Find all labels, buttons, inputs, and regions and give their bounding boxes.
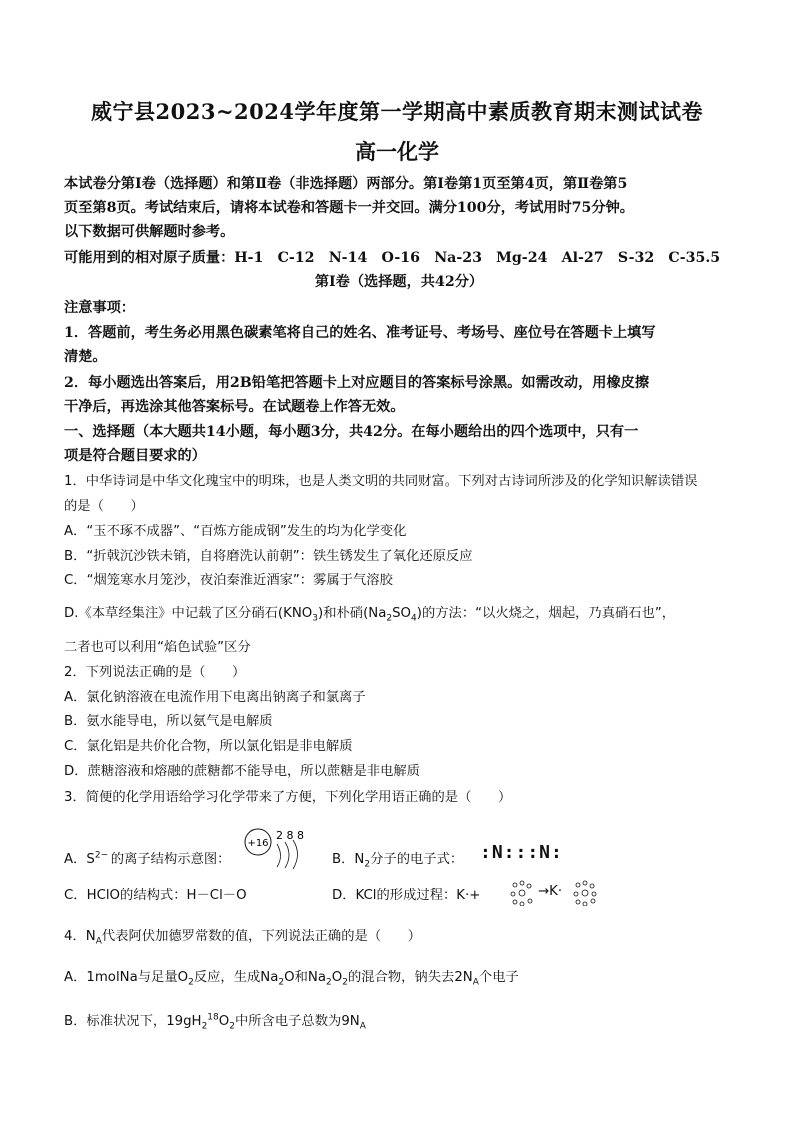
note-1-line-2: 清楚。	[64, 349, 107, 365]
cl-dot	[590, 884, 594, 888]
q3-option-b-label: B．	[332, 852, 355, 867]
shell-arc-2	[285, 842, 289, 868]
note-2-line-2: 干净后，再选涂其他答案标号。在试题卷上作答无效。	[64, 399, 405, 415]
cl-dot	[592, 892, 596, 896]
q4-a-part: 的混合物，钠失去2N	[347, 970, 473, 985]
cl-dot	[576, 900, 580, 904]
section-one-line-1: 一、选择题（本大题共14小题，每小题3分，共42分。在每小题给出的四个选项中，只有一	[64, 424, 639, 440]
cl-dot	[583, 902, 587, 906]
cl-dot	[591, 899, 595, 903]
q4-a-part: 反应，生成Na	[193, 970, 279, 985]
kno3-sub: 3	[312, 613, 318, 624]
q4-stem-prefix: 4．N	[64, 929, 96, 944]
cl-core	[582, 890, 588, 896]
sulfide-charge: 2−	[94, 850, 109, 861]
q4-stem-rest: 代表阿伏加德罗常数的值，下列说法正确的是（ ）	[101, 929, 422, 944]
cl-dot	[574, 892, 578, 896]
cl-dot	[513, 883, 517, 887]
q1-option-a: A．“玉不琢不成器”、“百炼方能成钢”发生的均为化学变化	[64, 524, 407, 539]
section-one-line-2: 项是符合题目要求的）	[64, 448, 206, 464]
q2-option-a: A．氯化钠溶液在电流作用下电离出钠离子和氯离子	[64, 690, 366, 705]
note-1-line-1: 1．答题前，考生务必用黑色碳素笔将自己的姓名、准考证号、考场号、座位号在答题卡上填写	[64, 325, 656, 341]
q3-option-a-text: 的离子结构示意图：	[110, 852, 231, 867]
intro-line-1: 本试卷分第Ⅰ卷（选择题）和第Ⅱ卷（非选择题）两部分。第Ⅰ卷第1页至第4页，第Ⅱ卷第5	[64, 176, 628, 192]
cl-dot	[520, 881, 524, 885]
h2-sub: 2	[201, 1021, 208, 1032]
cl-dot	[520, 902, 524, 906]
o2-sub: 2	[188, 977, 194, 988]
na2so4-formula: $(Na_2SO_4)$	[363, 606, 422, 624]
exam-title: 威宁县2023~2024学年度第一学期高中素质教育期末测试试卷	[91, 99, 703, 124]
na2o2-sub-o: 2	[342, 977, 348, 988]
note-2-line-1: 2．每小题选出答案后，用2B铅笔把答题卡上对应题目的答案标号涂黑。如需改动，用橡皮擦	[64, 375, 650, 391]
q4-option-a	[64, 966, 734, 990]
na-sub: A	[472, 977, 479, 988]
q3-option-d-text: D．KCl的形成过程：K·+	[332, 888, 481, 903]
q2-stem: 2．下列说法正确的是（ ）	[64, 665, 246, 680]
q4-a-part: A．1molNa与足量O	[64, 970, 189, 985]
o18-sup: 18	[207, 1012, 219, 1023]
q1-option-c: C．“烟笼寒水月笼沙，夜泊秦淮近酒家”：雾属于气溶胶	[64, 573, 393, 588]
q1-option-b: B．“折戟沉沙铁未销，自将磨洗认前朝”：铁生锈发生了氧化还原反应	[64, 549, 473, 564]
shell-arc-1	[277, 844, 281, 867]
electron-shells: 2 8 8	[276, 829, 304, 842]
q4-a-part: O	[331, 970, 343, 985]
o2-sub: 2	[229, 1021, 235, 1032]
q2-option-b: B．氨水能导电，所以氨气是电解质	[64, 714, 273, 729]
sulfide-symbol: S	[86, 852, 95, 867]
avogadro-sub: A	[95, 936, 102, 947]
na2o2-sub: 2	[326, 977, 332, 988]
kno3-text: (KNO	[277, 606, 313, 621]
na2o-sub: 2	[278, 977, 285, 988]
kno3-formula: $(KNO_3)$	[277, 606, 324, 624]
q1-option-d-mid: 和朴硝	[323, 606, 364, 621]
na2so4-text: (Na	[363, 606, 387, 621]
intro-line-2: 页至第8页。考试结束后，请将本试卷和答题卡一并交回。满分100分，考试用时75分钟。	[64, 200, 634, 216]
q4-b-part: B．标准状况下，19gH	[64, 1014, 202, 1029]
cl-core	[519, 890, 525, 896]
q3-stem: 3．简便的化学用语给学习化学带来了方便，下列化学用语正确的是（ ）	[64, 790, 512, 805]
sulfide-ion	[86, 852, 108, 867]
n2-electron-formula: :N:::N:	[480, 842, 563, 863]
q4-b-part: 中所含电子总数为9N	[234, 1014, 360, 1029]
n2-sub: 2	[364, 859, 371, 870]
q4-stem	[64, 925, 734, 949]
shell-arc-3	[293, 840, 298, 869]
cl-dot	[527, 884, 531, 888]
q3-option-d	[332, 884, 480, 903]
q3-option-a-label: A．	[64, 852, 87, 867]
q1-option-d	[64, 602, 734, 626]
q1-stem-line-2: 的是（ ）	[64, 499, 144, 514]
chloride-electron-dots	[572, 880, 598, 906]
n2-symbol: N	[354, 852, 365, 867]
intro-line-3: 以下数据可供解题时参考。	[64, 224, 235, 240]
nucleus-charge: +16	[247, 838, 269, 849]
cl-dot	[576, 883, 580, 887]
q4-a-part: 个电子	[478, 970, 519, 985]
na2so4-sub-2: 2	[386, 613, 393, 624]
kcl-arrow: →K·	[538, 884, 563, 899]
q3-option-c: C．HClO的结构式：H－Cl－O	[64, 888, 247, 903]
na2so4-sub-4: 4	[411, 613, 417, 624]
q1-option-d-prefix: D.《本草经集注》中记载了区分硝石	[64, 606, 278, 621]
q4-a-part: O和Na	[284, 970, 327, 985]
q3-option-b	[332, 848, 464, 870]
q2-option-d: D．蔗糖溶液和熔融的蔗糖都不能导电，所以蔗糖是非电解质	[64, 764, 420, 779]
q1-option-d-post: 的方法：“以火烧之，烟起，乃真硝石也”，	[421, 606, 676, 621]
atomic-masses: 可能用到的相对原子质量：H-1 C-12 N-14 O-16 Na-23 Mg-24 Al-27 S-32 C-35.5	[64, 250, 721, 266]
q1-option-d-line-2: 二者也可以利用“焰色试验”区分	[64, 640, 251, 655]
q4-option-b	[64, 1010, 734, 1034]
part-one-heading: 第Ⅰ卷（选择题，共42分）	[314, 274, 484, 290]
sulfide-ion-structure-diagram	[240, 822, 310, 872]
q4-b-part: O	[218, 1014, 230, 1029]
cl-dot	[583, 881, 587, 885]
q1-stem-line-1: 1．中华诗词是中华文化瑰宝中的明珠，也是人类文明的共同财富。下列对古诗词所涉及的化学知识解读错误	[64, 474, 698, 489]
notes-heading: 注意事项：	[64, 300, 135, 316]
q3-option-b-text: 分子的电子式：	[370, 852, 464, 867]
cl-dot	[511, 892, 515, 896]
cl-dot	[528, 899, 532, 903]
exam-subject: 高一化学	[355, 139, 439, 164]
q3-option-a	[64, 848, 230, 867]
na-sub: A	[359, 1021, 366, 1032]
cl-dot	[513, 900, 517, 904]
q2-option-c: C．氯化铝是共价化合物，所以氯化铝是非电解质	[64, 739, 353, 754]
chlorine-electron-dots	[509, 880, 535, 906]
